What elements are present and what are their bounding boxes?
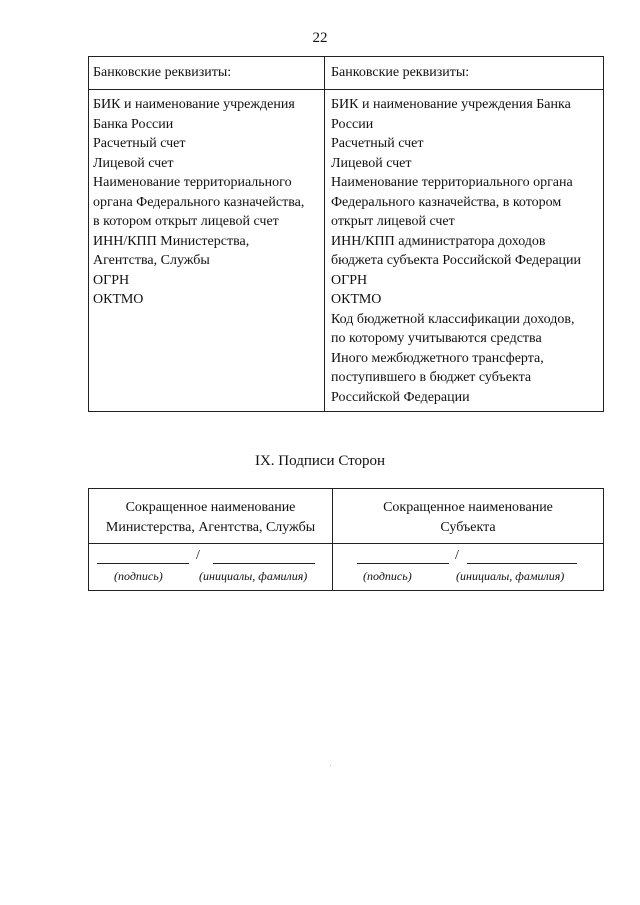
- bank-detail-line: Агентства, Службы: [93, 253, 210, 268]
- table-column-divider: [324, 57, 325, 411]
- bank-detail-line: Лицевой счет: [331, 155, 412, 171]
- bank-detail-line: поступившего в бюджет субъекта: [331, 370, 532, 385]
- bank-detail-line: России: [331, 116, 374, 132]
- bank-detail-line: органа Федерального казначейства,: [93, 194, 305, 210]
- right-bank-details: [331, 95, 581, 407]
- bank-detail-line: Лицевой счет: [93, 155, 174, 171]
- left-bank-header: Банковские реквизиты:: [93, 65, 232, 80]
- bank-detail-line: Код бюджетной классификации доходов,: [331, 311, 575, 327]
- bank-detail-line: ОКТМО: [93, 292, 144, 307]
- bank-detail-line: Российской Федерации: [331, 389, 470, 405]
- bank-detail-line: Наименование территориального: [93, 175, 292, 190]
- subject-signature-field[interactable]: [357, 563, 449, 564]
- left-bank-details: [93, 95, 304, 310]
- bank-detail-line: Наименование территориального органа: [331, 175, 573, 190]
- bank-detail-line: по которому учитываются средства: [331, 331, 542, 346]
- bank-detail-line: ИНН/КПП Министерства,: [93, 233, 250, 249]
- bank-details-table: [88, 56, 604, 412]
- signature-caption: (подпись): [363, 569, 412, 583]
- signature-caption: (подпись): [114, 569, 163, 583]
- ministry-name-header: [89, 498, 332, 538]
- bank-detail-line: ИНН/КПП администратора доходов: [331, 233, 546, 249]
- subject-name-field[interactable]: [467, 563, 577, 564]
- bank-detail-line: Расчетный счет: [331, 136, 424, 151]
- section-title: IX. Подписи Сторон: [254, 453, 386, 469]
- bank-detail-line: ОГРН: [331, 272, 368, 288]
- page-number: 22: [312, 30, 328, 46]
- header-line: Сокращенное наименование: [383, 500, 553, 515]
- bank-detail-line: БИК и наименование учреждения: [93, 97, 295, 112]
- separator-slash: /: [455, 548, 459, 563]
- bank-detail-line: БИК и наименование учреждения Банка: [331, 97, 571, 112]
- right-bank-header: Банковские реквизиты:: [331, 65, 470, 80]
- bank-detail-line: в котором открыт лицевой счет: [93, 214, 279, 229]
- name-caption: (инициалы, фамилия): [199, 569, 308, 583]
- subject-name-header: [333, 498, 603, 538]
- bank-detail-line: ОГРН: [93, 272, 130, 288]
- header-line: Сокращенное наименование: [125, 500, 296, 515]
- header-line: Субъекта: [440, 520, 496, 535]
- bank-detail-line: Расчетный счет: [93, 136, 186, 151]
- separator-slash: /: [196, 548, 200, 563]
- bank-detail-line: открыт лицевой счет: [331, 214, 455, 229]
- bank-detail-line: бюджета субъекта Российской Федерации: [331, 253, 582, 268]
- scan-speck: [330, 765, 331, 766]
- signatures-table: [88, 488, 604, 591]
- ministry-signature-field[interactable]: [97, 563, 189, 564]
- bank-detail-line: Федерального казначейства, в котором: [331, 194, 562, 210]
- header-line: Министерства, Агентства, Службы: [105, 520, 316, 535]
- table-header-divider: [89, 543, 603, 544]
- bank-detail-line: Иного межбюджетного трансферта,: [331, 350, 544, 366]
- table-header-divider: [89, 89, 603, 90]
- name-caption: (инициалы, фамилия): [456, 569, 565, 583]
- bank-detail-line: Банка России: [93, 116, 174, 132]
- bank-detail-line: ОКТМО: [331, 292, 382, 307]
- ministry-name-field[interactable]: [213, 563, 315, 564]
